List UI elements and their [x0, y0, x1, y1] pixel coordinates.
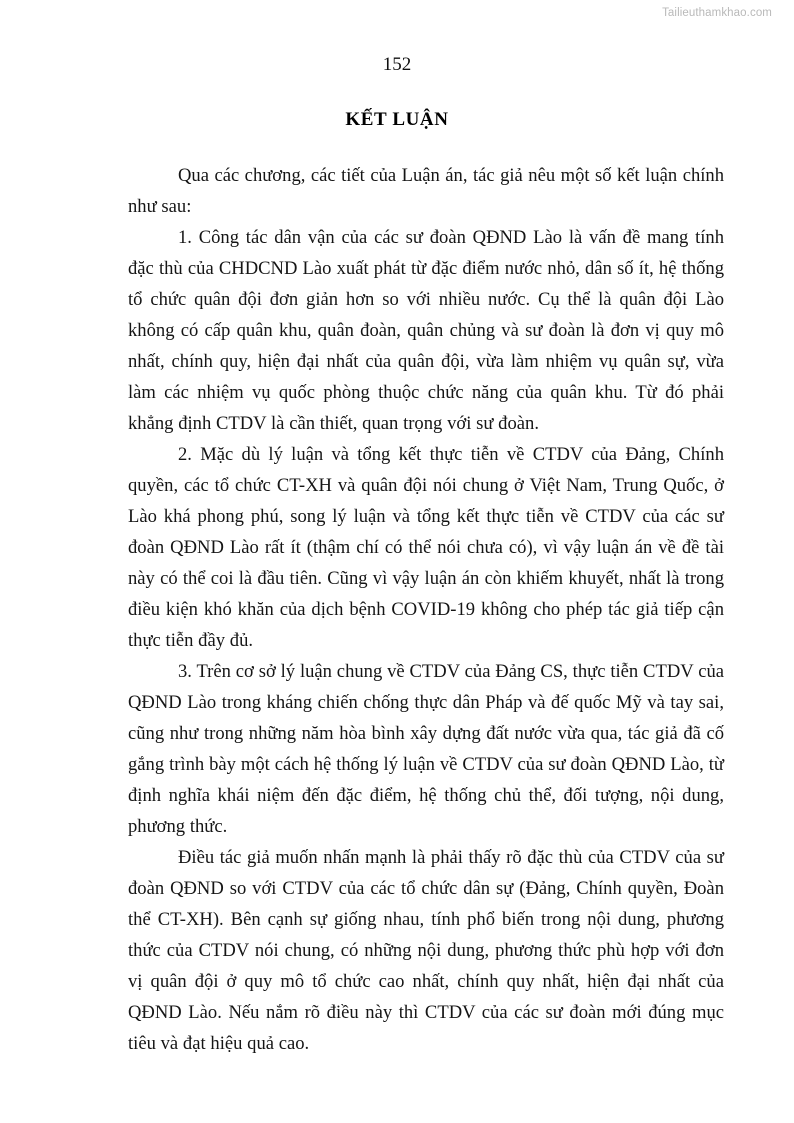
- body-content: [128, 160, 724, 1059]
- paragraph-intro: Qua các chương, các tiết của Luận án, tác giả nêu một số kết luận chính như sau:: [128, 165, 724, 217]
- paragraph-item-1: 1. Công tác dân vận của các sư đoàn QĐND Lào là vấn đề mang tính đặc thù của CHDCND Lào xuất phát từ đặc điểm nước nhỏ, dân số ít, hệ thống tổ chức quân đội đơn giản hơn so với nhiều nước. Cụ thể là quân đội Lào không có cấp quân khu, quân đoàn, quân chủng và sư đoàn là đơn vị quy mô nhất, chính quy, hiện đại nhất của quân đội, vừa làm nhiệm vụ quân sự, vừa làm các nhiệm vụ quốc phòng thuộc chức năng của quân khu. Từ đó phải khẳng định CTDV là cần thiết, quan trọng với sư đoàn.: [128, 227, 724, 434]
- paragraph-item-2: 2. Mặc dù lý luận và tổng kết thực tiễn về CTDV của Đảng, Chính quyền, các tổ chức CT-XH và quân đội nói chung ở Việt Nam, Trung Quốc, ở Lào khá phong phú, song lý luận và tổng kết thực tiễn về CTDV của các sư đoàn QĐND Lào rất ít (thậm chí có thể nói chưa có), vì vậy luận án về đề tài này có thể coi là đầu tiên. Cũng vì vậy luận án còn khiếm khuyết, nhất là trong điều kiện khó khăn của dịch bệnh COVID-19 không cho phép tác giả tiếp cận thực tiễn đầy đủ.: [128, 444, 724, 651]
- watermark-text: Tailieuthamkhao.com: [662, 7, 772, 19]
- paragraph-closing: Điều tác giả muốn nhấn mạnh là phải thấy rõ đặc thù của CTDV của sư đoàn QĐND so với CTDV của các tổ chức dân sự (Đảng, Chính quyền, Đoàn thể CT-XH). Bên cạnh sự giống nhau, tính phổ biến trong nội dung, phương thức của CTDV nói chung, có những nội dung, phương thức phù hợp với đơn vị quân đội ở quy mô tổ chức cao nhất, chính quy nhất, hiện đại nhất của QĐND Lào. Nếu nắm rõ điều này thì CTDV của các sư đoàn mới đúng mục tiêu và đạt hiệu quả cao.: [128, 847, 724, 1054]
- paragraph-item-3: 3. Trên cơ sở lý luận chung về CTDV của Đảng CS, thực tiễn CTDV của QĐND Lào trong kháng chiến chống thực dân Pháp và đế quốc Mỹ và tay sai, cũng như trong những năm hòa bình xây dựng đất nước vừa qua, tác giả đã cố gắng trình bày một cách hệ thống lý luận về CTDV của sư đoàn QĐND Lào, từ định nghĩa khái niệm đến đặc điểm, hệ thống chủ thể, đối tượng, nội dung, phương thức.: [128, 661, 724, 837]
- page-number: 152: [382, 54, 412, 75]
- page-title: KẾT LUẬN: [345, 109, 449, 130]
